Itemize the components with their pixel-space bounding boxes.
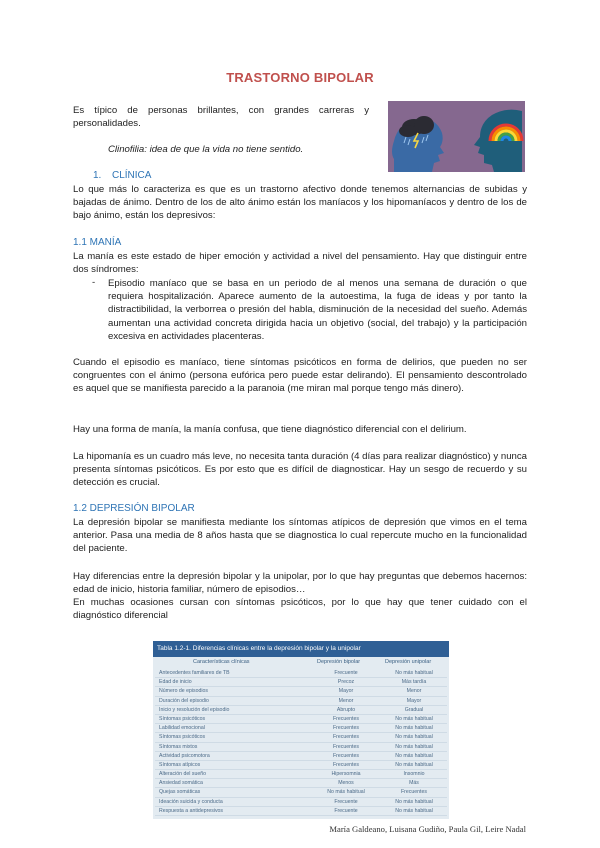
bullet-episodio-maniaco: Episodio maníaco que se basa en un periodo de al menos una semana de duración o que requiera hospitalización. Aparece aumento de la autoestima, la fuga de ideas y por tanto la distractibilidad, la verborrea o presión del habla, disminución de la necesidad del sueño. Además aumentan una actividad concreta dirigida hacia un objetivo (social, del trabajo) y la participación excesiva en actividades placenteras. — [108, 278, 527, 342]
paragraph-hipomania: La hipomanía es un cuadro más leve, no necesita tanta duración (4 días para realizar diagnóstico) y nunca presenta síntomas psicóticos. Es por esto que es difícil de diagnosticar. Hay un sesgo de recuerdo y su detección es crucial. — [73, 451, 527, 489]
table-cell: Frecuentes — [333, 734, 359, 741]
table-row — [155, 798, 447, 807]
section-number: 1. — [93, 170, 102, 181]
table-cell: Menos — [338, 780, 354, 787]
table-cell: Precoz — [337, 679, 355, 686]
table-cell: Síntomas psicóticos — [159, 715, 206, 722]
table-row — [155, 715, 447, 724]
table-row — [155, 788, 447, 797]
mood-illustration — [388, 101, 525, 172]
table-row — [155, 761, 447, 770]
table-cell: Menor — [406, 688, 422, 695]
table-column-header: Características clínicas — [193, 659, 250, 665]
section-title-clinica: CLÍNICA — [112, 170, 152, 181]
table-row — [155, 678, 447, 687]
clinofilia-note: Clinofilia: idea de que la vida no tiene sentido. — [108, 144, 304, 155]
table-row — [155, 752, 447, 761]
table-cell: Frecuentes — [333, 743, 359, 750]
table-cell: Edad de inicio — [159, 679, 192, 686]
table-cell: No más habitual — [395, 670, 433, 676]
paragraph-mania: La manía es este estado de hiper emoción y actividad a nivel del pensamiento. Hay que distinguir entre dos síndromes: — [73, 251, 527, 276]
table-row — [155, 743, 447, 752]
table-cell: Respuesta a antidepresivos — [159, 807, 224, 814]
table-cell: Quejas somáticas — [159, 789, 201, 796]
table-cell: Alteración del sueño — [159, 771, 207, 778]
table-cell: Síntomas mixtos — [159, 743, 198, 750]
table-cell: No más habitual — [395, 807, 433, 814]
table-caption: Tabla 1.2-1. Diferencias clínicas entre la depresión bipolar y la unipolar — [153, 641, 449, 657]
table-cell: No más habitual — [395, 734, 433, 741]
table-cell: Duración del episodio — [159, 697, 209, 704]
table-row — [155, 770, 447, 779]
table-header-row — [153, 657, 449, 667]
document-title: TRASTORNO BIPOLAR — [226, 70, 374, 85]
subsection-mania: 1.1 MANÍA — [73, 237, 122, 248]
table-row — [155, 706, 447, 715]
paragraph-depresion-bipolar: La depresión bipolar se manifiesta mediante los síntomas atípicos de depresión que vimos en el tema anterior. Pasa una media de 8 años hasta que se diagnostica lo cual repercute mucho en la funcionalidad del paciente. — [73, 517, 527, 555]
table-cell: No más habitual — [395, 715, 433, 722]
table-cell: No más habitual — [395, 798, 433, 805]
table-cell: No más habitual — [395, 761, 433, 768]
table-column-header: Depresión unipolar — [385, 659, 432, 665]
bullet-marker: - — [92, 277, 96, 288]
table-cell: Síntomas psicóticos — [159, 734, 206, 741]
comparison-table-image — [153, 641, 449, 819]
table-cell: Ansiedad somática — [159, 780, 203, 787]
table-cell: Frecuente — [334, 807, 358, 814]
table-cell: Mayor — [406, 697, 422, 704]
intro-paragraph: Es típico de personas brillantes, con grandes carreras y personalidades. — [73, 105, 369, 130]
table-cell: No más habitual — [395, 725, 433, 732]
table-cell: Mayor — [338, 688, 354, 695]
table-cell: Frecuentes — [333, 725, 359, 732]
table-cell: Síntomas atípicos — [159, 761, 201, 768]
authors-footer: María Galdeano, Luisana Gudiño, Paula Gil, Leire Nadal — [329, 824, 526, 834]
table-cell: Actividad psicomotora — [159, 752, 210, 759]
table-cell: Abrupto — [336, 706, 356, 713]
table-cell: Inicio y resolución del episodio — [159, 706, 230, 713]
table-cell: No más habitual — [327, 789, 365, 796]
table-row — [155, 779, 447, 788]
table-row — [155, 669, 447, 678]
table-cell: Frecuentes — [333, 761, 359, 768]
table-cell: Ideación suicida y conducta — [159, 798, 223, 805]
table-cell: No más habitual — [395, 752, 433, 759]
subsection-depresion-bipolar: 1.2 DEPRESIÓN BIPOLAR — [73, 503, 195, 514]
table-cell: Número de episodios — [159, 688, 209, 695]
table-cell: Frecuente — [334, 798, 358, 805]
table-cell: Antecedentes familiares de TB — [159, 670, 230, 676]
table-body — [155, 669, 447, 816]
table-cell: Más tardía — [401, 679, 427, 686]
table-cell: Gradual — [404, 706, 424, 713]
paragraph-diferencias: Hay diferencias entre la depresión bipolar y la unipolar, por lo que hay preguntas que debemos hacernos: edad de inicio, historia familiar, número de episodios… — [73, 571, 527, 596]
table-cell: No más habitual — [395, 743, 433, 750]
paragraph-clinica: Lo que más lo caracteriza es que es un trastorno afectivo donde tenemos alternancias de subidas y bajadas de ánimo. Dentro de los de alto ánimo están los maníacos y los hipomaníacos y dentro de los de bajo ánimo, están los depresivos: — [73, 184, 527, 222]
table-row — [155, 733, 447, 742]
paragraph-sintomas-psicoticos: Cuando el episodio es maníaco, tiene síntomas psicóticos en forma de delirios, que pueden no ser congruentes con el ánimo (persona eufórica pero puede estar delirando). El pensamiento descontrolado es aquel que se manifiesta parecido a la paranoia (me miran mal porque tengo más dinero). — [73, 357, 527, 395]
table-column-header: Depresión bipolar — [317, 659, 361, 665]
table-cell: Frecuentes — [333, 715, 359, 722]
table-cell: Frecuente — [334, 670, 358, 676]
table-cell: Labilidad emocional — [159, 725, 205, 732]
table-cell: Frecuentes — [401, 789, 427, 796]
table-row — [155, 697, 447, 706]
table-row — [155, 687, 447, 696]
table-cell: Insomnio — [403, 771, 425, 778]
table-cell: Más — [409, 780, 419, 787]
paragraph-mania-confusa: Hay una forma de manía, la manía confusa, que tiene diagnóstico diferencial con el delirium. — [73, 424, 467, 435]
paragraph-diagnostico-diferencial: En muchas ocasiones cursan con síntomas psicóticos, por lo que hay que tener cuidado con el diagnóstico diferencial — [73, 597, 527, 622]
table-cell: Menor — [338, 697, 354, 704]
table-cell: Frecuentes — [333, 752, 359, 759]
table-row — [155, 724, 447, 733]
table-cell: Hipersomnia — [331, 771, 361, 778]
table-row — [155, 807, 447, 816]
